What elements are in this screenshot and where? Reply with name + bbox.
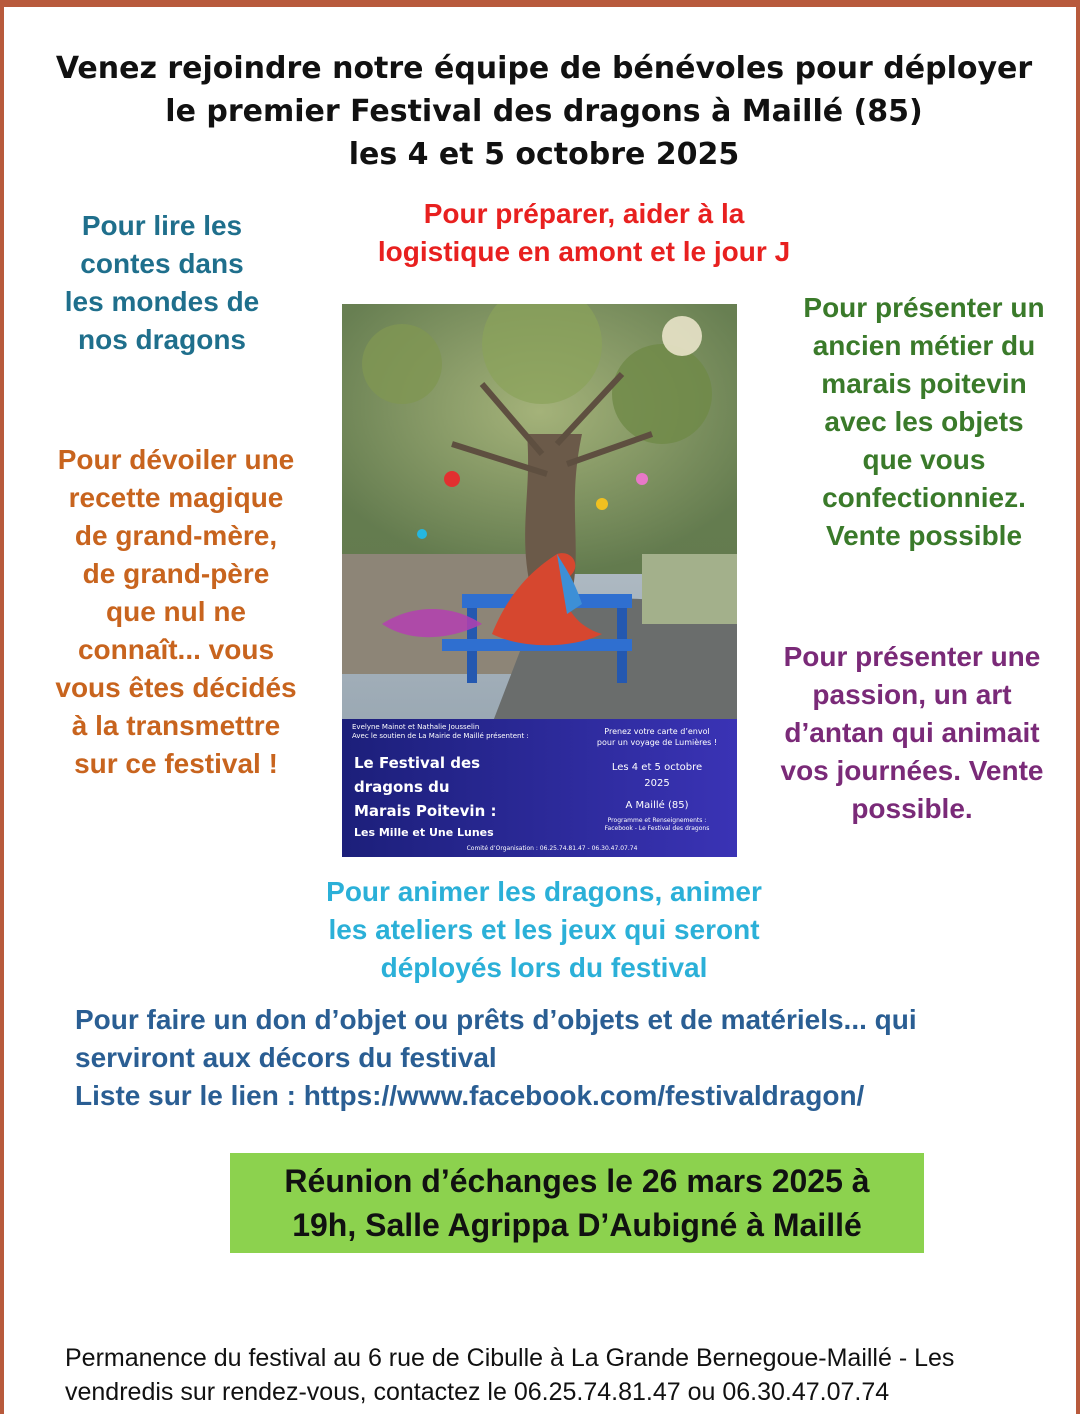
poster-committee: Comité d’Organisation : 06.25.74.81.47 - 06.30.47.07.74	[466, 845, 638, 852]
recette-line: que nul ne	[106, 596, 246, 627]
recette-line: vous êtes décidés	[55, 672, 297, 703]
passion-line: vos journées. Vente	[780, 755, 1044, 786]
contes-line: nos dragons	[77, 324, 246, 355]
recette-line: à la transmettre	[71, 710, 281, 741]
poster-title-line: dragons du	[354, 778, 450, 796]
poster-title-line: Le Festival des	[354, 754, 481, 772]
recette-line: Pour dévoiler une	[57, 444, 295, 475]
passion-line: possible.	[851, 793, 973, 824]
contes-block	[34, 207, 290, 359]
title-line-2: le premier Festival des dragons à Maillé (85)	[165, 94, 923, 129]
don-line: Pour faire un don d’objet ou prêts d’objets et de matériels... qui	[75, 1004, 917, 1035]
poster-place: A Maillé (85)	[625, 800, 689, 811]
passion-line: Pour présenter une	[783, 641, 1041, 672]
metier-line: marais poitevin	[821, 368, 1027, 399]
passion-block	[752, 638, 1072, 828]
metier-line: ancien métier du	[812, 330, 1036, 361]
poster-presenters	[352, 723, 529, 741]
poster-title-line: Marais Poitevin :	[354, 802, 497, 820]
recette-block	[26, 441, 326, 783]
recette-line: sur ce festival !	[74, 748, 278, 779]
don-block	[75, 1001, 1075, 1115]
title-line-3: les 4 et 5 octobre 2025	[348, 137, 740, 172]
meeting-banner	[230, 1153, 924, 1253]
contes-line: Pour lire les	[81, 210, 243, 241]
preparer-block	[334, 195, 834, 271]
recette-line: recette magique	[68, 482, 284, 513]
meeting-line: 19h, Salle Agrippa D’Aubigné à Maillé	[292, 1207, 862, 1243]
metier-line: Vente possible	[825, 520, 1023, 551]
footer-line: Permanence du festival au 6 rue de Cibulle à La Grande Bernegoue-Maillé - Les	[65, 1344, 955, 1372]
preparer-line: Pour préparer, aider à la	[423, 198, 745, 229]
contes-line: contes dans	[80, 248, 244, 279]
passion-line: passion, un art	[812, 679, 1012, 710]
recette-line: connaît... vous	[77, 634, 275, 665]
metier-line: Pour présenter un	[803, 292, 1045, 323]
animer-line: les ateliers et les jeux qui seront	[328, 914, 760, 945]
footer-contact	[65, 1341, 1065, 1409]
don-line: serviront aux décors du festival	[75, 1042, 497, 1073]
poster-support-text: Avec le soutien de La Mairie de Maillé présentent :	[352, 732, 529, 740]
contes-line: les mondes de	[64, 286, 260, 317]
animer-line: déployés lors du festival	[380, 952, 708, 983]
poster-dates-line: 2025	[644, 778, 670, 789]
poster-info	[582, 817, 732, 833]
festival-poster	[342, 304, 737, 857]
recette-line: de grand-père	[82, 558, 270, 589]
animer-block	[244, 873, 844, 987]
poster-info-line: Facebook - Le Festival des dragons	[604, 825, 710, 832]
poster-tagline-line: pour un voyage de Lumières !	[596, 738, 718, 747]
poster-tagline	[582, 726, 732, 748]
poster-info-line: Programme et Renseignements :	[607, 817, 707, 824]
meeting-line: Réunion d’échanges le 26 mars 2025 à	[284, 1163, 870, 1199]
metier-line: confectionniez.	[822, 482, 1026, 513]
poster-presenters-text: Evelyne Mainot et Nathalie Jousselin	[352, 723, 480, 731]
recette-line: de grand-mère,	[74, 520, 278, 551]
facebook-link[interactable]: Liste sur le lien : https://www.facebook.com/festivaldragon/	[75, 1080, 865, 1111]
poster-tagline-line: Prenez votre carte d’envol	[604, 727, 710, 736]
preparer-line: logistique en amont et le jour J	[377, 236, 791, 267]
poster-festival-title	[354, 751, 496, 823]
animer-line: Pour animer les dragons, animer	[326, 876, 762, 907]
title-line-1: Venez rejoindre notre équipe de bénévoles pour déployer	[55, 51, 1033, 86]
passion-line: d’antan qui animait	[784, 717, 1040, 748]
poster-dates	[582, 760, 732, 792]
flyer-title	[24, 47, 1064, 176]
footer-line: vendredis sur rendez-vous, contactez le 06.25.74.81.47 ou 06.30.47.07.74	[65, 1378, 890, 1406]
poster-subtitle: Les Mille et Une Lunes	[354, 826, 494, 839]
metier-line: que vous	[862, 444, 986, 475]
metier-block	[764, 289, 1080, 555]
metier-line: avec les objets	[824, 406, 1024, 437]
poster-dates-line: Les 4 et 5 octobre	[611, 762, 703, 773]
